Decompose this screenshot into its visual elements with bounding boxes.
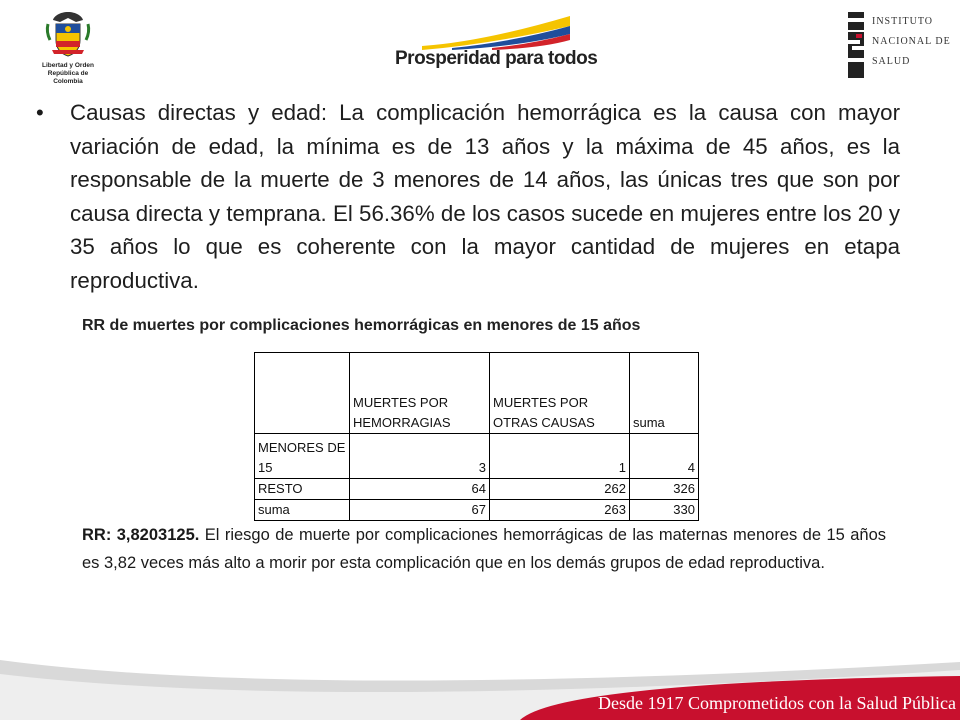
campaign-logo-text: Prosperidad para todos [395,48,598,69]
header-cell-hemorragias: MUERTES POR HEMORRAGIAS [350,353,490,434]
coat-of-arms-icon [44,10,92,60]
row-label: RESTO [255,479,350,500]
table-row [255,479,699,500]
rr-conclusion [82,521,886,577]
table-title: RR de muertes por complicaciones hemorrágicas en menores de 15 años [82,317,641,334]
cell-hemorragias: 64 [350,479,490,500]
rr-value: RR: 3,8203125. [82,526,200,544]
header-cell-empty [255,353,350,434]
institute-line-2: NACIONAL DE [872,36,951,47]
institute-line-3: SALUD [872,56,911,67]
rr-table [254,352,699,521]
colombia-coat-of-arms-logo [36,10,100,85]
cell-otras: 1 [490,434,630,479]
table-header-row [255,353,699,434]
cell-hemorragias: 67 [350,500,490,521]
header-cell-suma: suma [630,353,699,434]
instituto-nacional-de-salud-logo [846,12,951,78]
row-label: suma [255,500,350,521]
flag-swoosh-icon [412,12,572,52]
main-paragraph: Causas directas y edad: La complicación hemorrágica es la causa con mayor variación de edad, la mínima es de 13 años y la máxima de 45 años, es la responsable de la muerte de 3 menores de 14 años, las únicas tres que son por causa directa y temprana. El 56.36% de los casos sucede en mujeres entre los 20 y 35 años lo que es coherente con la mayor cantidad de mujeres en etapa reproductiva. [70,100,900,293]
cell-otras: 263 [490,500,630,521]
cell-suma: 4 [630,434,699,479]
prosperidad-logo [392,12,598,72]
coat-motto: Libertad y Orden [41,62,94,69]
bullet-symbol: • [36,100,44,125]
cell-hemorragias: 3 [350,434,490,479]
footer-banner [0,640,960,720]
footer-slogan: Desde 1917 Comprometidos con la Salud Pública [598,693,956,713]
institute-line-1: INSTITUTO [872,16,934,27]
cell-otras: 262 [490,479,630,500]
ins-mark-icon [846,12,866,78]
row-label: MENORES DE 15 [255,434,350,479]
coat-country: República de Colombia [47,70,89,85]
table-row [255,434,699,479]
header-cell-otras-causas: MUERTES POR OTRAS CAUSAS [490,353,630,434]
rr-explanation: El riesgo de muerte por complicaciones hemorrágicas de las maternas menores de 15 años es 3,82 veces más alto a morir por esta complicación que en los demás grupos de edad reproductiva. [82,526,886,572]
cell-suma: 330 [630,500,699,521]
cell-suma: 326 [630,479,699,500]
table-row [255,500,699,521]
